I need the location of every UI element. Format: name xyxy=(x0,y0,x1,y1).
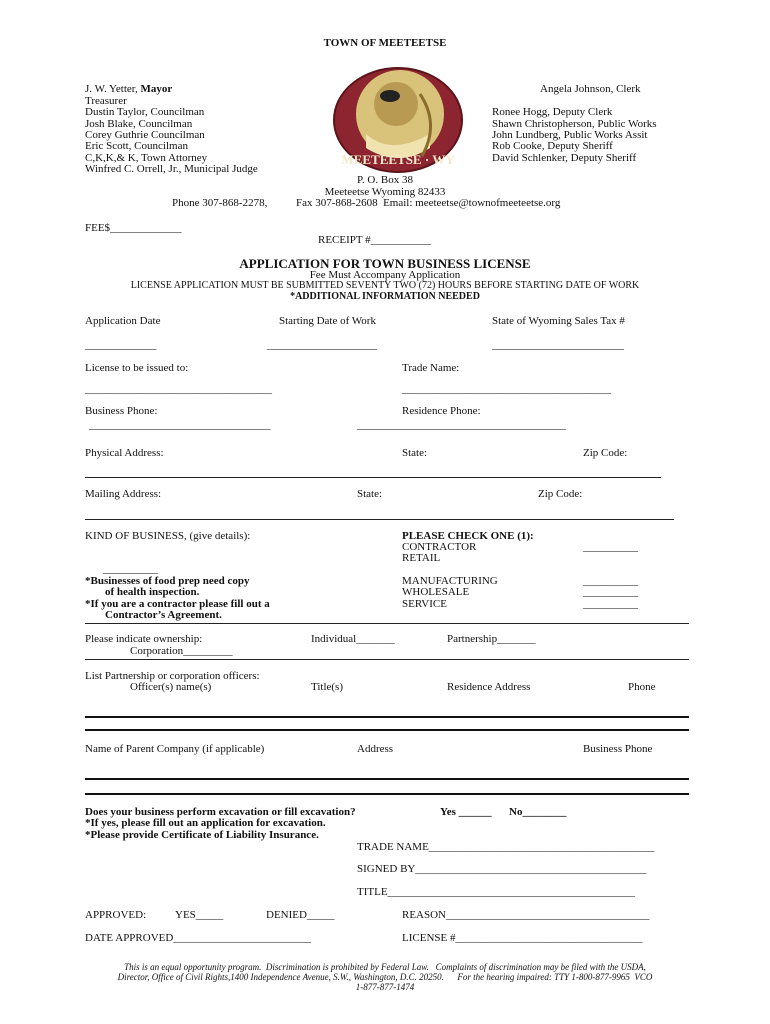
officers-entry-line-1[interactable] xyxy=(85,716,689,718)
residence-phone-label: Residence Phone: xyxy=(402,405,481,417)
receipt-field[interactable]: RECEIPT #___________ xyxy=(318,234,432,246)
kind-details-input[interactable]: __________ xyxy=(103,563,158,575)
official-deputy-sheriff-1: Rob Cooke, Deputy Sheriff xyxy=(492,140,613,152)
mayor-line xyxy=(85,84,172,95)
wholesale-check[interactable]: __________ xyxy=(583,586,638,598)
physical-address-label: Physical Address: xyxy=(85,447,164,459)
officers-entry-line-2[interactable] xyxy=(85,729,689,731)
official-public-works-1: Shawn Christopherson, Public Works xyxy=(492,118,657,130)
form-title: APPLICATION FOR TOWN BUSINESS LICENSE xyxy=(239,256,531,271)
parent-address-label: Address xyxy=(357,743,394,755)
contractor-label: CONTRACTOR xyxy=(402,541,477,553)
application-date-label: Application Date xyxy=(85,315,161,327)
application-date-input[interactable]: _____________ xyxy=(85,339,157,351)
official-judge: Winfred C. Orrell, Jr., Municipal Judge xyxy=(85,163,258,175)
city-address: Meeteetse Wyoming 82433 xyxy=(324,186,446,198)
official-councilman-3: Corey Guthrie Councilman xyxy=(85,129,205,141)
excavation-yes[interactable]: Yes ______ xyxy=(440,806,492,818)
retail-label: RETAIL xyxy=(402,552,441,564)
excavation-note-1: *If yes, please fill out an application for excavation. xyxy=(85,817,326,829)
excavation-note-2: *Please provide Certificate of Liability Insurance. xyxy=(85,829,319,841)
license-to-label: License to be issued to: xyxy=(85,362,189,374)
service-label: SERVICE xyxy=(402,598,447,610)
official-deputy-clerk: Ronee Hogg, Deputy Clerk xyxy=(492,106,613,118)
official-councilman-4: Eric Scott, Councilman xyxy=(85,140,188,152)
town-seal-logo xyxy=(330,64,466,176)
ownership-label: Please indicate ownership: xyxy=(85,633,203,645)
manufacturing-check[interactable]: __________ xyxy=(583,575,638,587)
parent-entry-line-2[interactable] xyxy=(85,793,689,795)
license-number-field[interactable]: LICENSE #__________________________________ xyxy=(402,932,643,944)
parent-entry-line-1[interactable] xyxy=(85,778,689,780)
start-date-input[interactable]: ____________________ xyxy=(267,339,377,351)
service-check[interactable]: __________ xyxy=(583,598,638,610)
sales-tax-label: State of Wyoming Sales Tax # xyxy=(492,315,625,327)
official-deputy-sheriff-2: David Schlenker, Deputy Sheriff xyxy=(492,152,637,164)
po-box: P. O. Box 38 xyxy=(357,174,413,186)
fee-field[interactable]: FEE$_____________ xyxy=(85,222,182,234)
signed-by-field[interactable]: SIGNED BY__________________________________________ xyxy=(357,863,647,875)
officer-titles-col: Title(s) xyxy=(311,681,343,693)
sales-tax-input[interactable]: ________________________ xyxy=(492,339,624,351)
footer-line-2: Director, Office of Civil Rights,1400 Independence Avenue, S.W., Washington, D.C. 20250. For the hearing impaired: TTY 1-800-877-9965 VCO xyxy=(117,972,653,982)
form-subtitle-notice: LICENSE APPLICATION MUST BE SUBMITTED SEVENTY TWO (72) HOURS BEFORE STARTING DATE OF WORK xyxy=(130,280,640,291)
date-approved-field[interactable]: DATE APPROVED_________________________ xyxy=(85,932,311,944)
approved-label: APPROVED: xyxy=(85,909,147,921)
mayor-name: J. W. Yetter, xyxy=(85,83,141,95)
signature-trade-name[interactable]: TRADE NAME_________________________________________ xyxy=(357,841,655,853)
officer-residence-col: Residence Address xyxy=(447,681,531,693)
trade-name-input[interactable]: ______________________________________ xyxy=(402,383,611,395)
title-field[interactable]: TITLE_____________________________________________ xyxy=(357,886,636,898)
physical-zip-label: Zip Code: xyxy=(583,447,628,459)
food-prep-note-2: of health inspection. xyxy=(105,586,200,598)
mailing-state-label: State: xyxy=(357,488,383,500)
contractor-note-2: Contractor’s Agreement. xyxy=(105,609,222,621)
check-one-label: PLEASE CHECK ONE (1): xyxy=(402,530,534,542)
official-councilman-2: Josh Blake, Councilman xyxy=(85,118,193,130)
official-public-works-2: John Lundberg, Public Works Assit xyxy=(492,129,648,141)
clerk-name: Angela Johnson, Clerk xyxy=(540,83,641,95)
partnership-option[interactable]: Partnership_______ xyxy=(447,633,536,645)
divider xyxy=(85,659,689,660)
divider xyxy=(85,623,689,624)
start-date-label: Starting Date of Work xyxy=(279,315,376,327)
business-phone-input[interactable]: _________________________________ xyxy=(89,419,271,431)
form-subtitle-additional: *ADDITIONAL INFORMATION NEEDED xyxy=(290,291,480,302)
individual-option[interactable]: Individual_______ xyxy=(311,633,395,645)
officers-label: List Partnership or corporation officers: xyxy=(85,670,260,682)
reason-field[interactable]: REASON_____________________________________ xyxy=(402,909,650,921)
mayor-title: Mayor xyxy=(140,83,173,95)
official-attorney: C,K,K,& K, Town Attorney xyxy=(85,152,208,164)
manufacturing-label: MANUFACTURING xyxy=(402,575,498,587)
corporation-option[interactable]: Corporation_________ xyxy=(130,645,233,657)
wholesale-label: WHOLESALE xyxy=(402,586,470,598)
kind-of-business-label: KIND OF BUSINESS, (give details): xyxy=(85,530,251,542)
excavation-question: Does your business perform excavation or fill excavation? xyxy=(85,806,356,818)
contractor-check[interactable]: __________ xyxy=(583,541,638,553)
official-treasurer: Treasurer xyxy=(85,95,127,107)
footer-line-1: This is an equal opportunity program. Discrimination is prohibited by Federal Law. Complaints of discrimination may be filed with the USDA, xyxy=(124,962,646,972)
phone-number: Phone 307-868-2278, xyxy=(172,197,268,209)
mailing-address-label: Mailing Address: xyxy=(85,488,162,500)
physical-state-label: State: xyxy=(402,447,428,459)
form-subtitle-fee: Fee Must Accompany Application xyxy=(309,269,461,281)
parent-phone-label: Business Phone xyxy=(583,743,653,755)
official-councilman-1: Dustin Taylor, Councilman xyxy=(85,106,205,118)
mailing-zip-label: Zip Code: xyxy=(538,488,583,500)
seal-text: MEETEETSE · WY xyxy=(341,152,455,167)
residence-phone-input[interactable]: ______________________________________ xyxy=(357,419,566,431)
parent-company-label: Name of Parent Company (if applicable) xyxy=(85,743,265,755)
food-prep-note: *Businesses of food prep need copy xyxy=(85,575,250,587)
fax-email: Fax 307-868-2608 Email: meeteetse@townofmeeteetse.org xyxy=(296,197,561,209)
trade-name-label: Trade Name: xyxy=(402,362,460,374)
excavation-no[interactable]: No________ xyxy=(509,806,567,818)
business-phone-label: Business Phone: xyxy=(85,405,158,417)
mailing-address-line[interactable] xyxy=(85,519,674,520)
officer-names-col: Officer(s) name(s) xyxy=(130,681,212,693)
footer-line-3: 1-877-877-1474 xyxy=(355,982,415,992)
contractor-note: *If you are a contractor please fill out a xyxy=(85,598,270,610)
approved-denied[interactable]: DENIED_____ xyxy=(266,909,335,921)
approved-yes[interactable]: YES_____ xyxy=(175,909,224,921)
officer-phone-col: Phone xyxy=(628,681,656,693)
license-to-input[interactable]: __________________________________ xyxy=(85,383,272,395)
physical-address-line[interactable] xyxy=(85,477,661,478)
town-title: TOWN OF MEETEETSE xyxy=(323,37,447,49)
